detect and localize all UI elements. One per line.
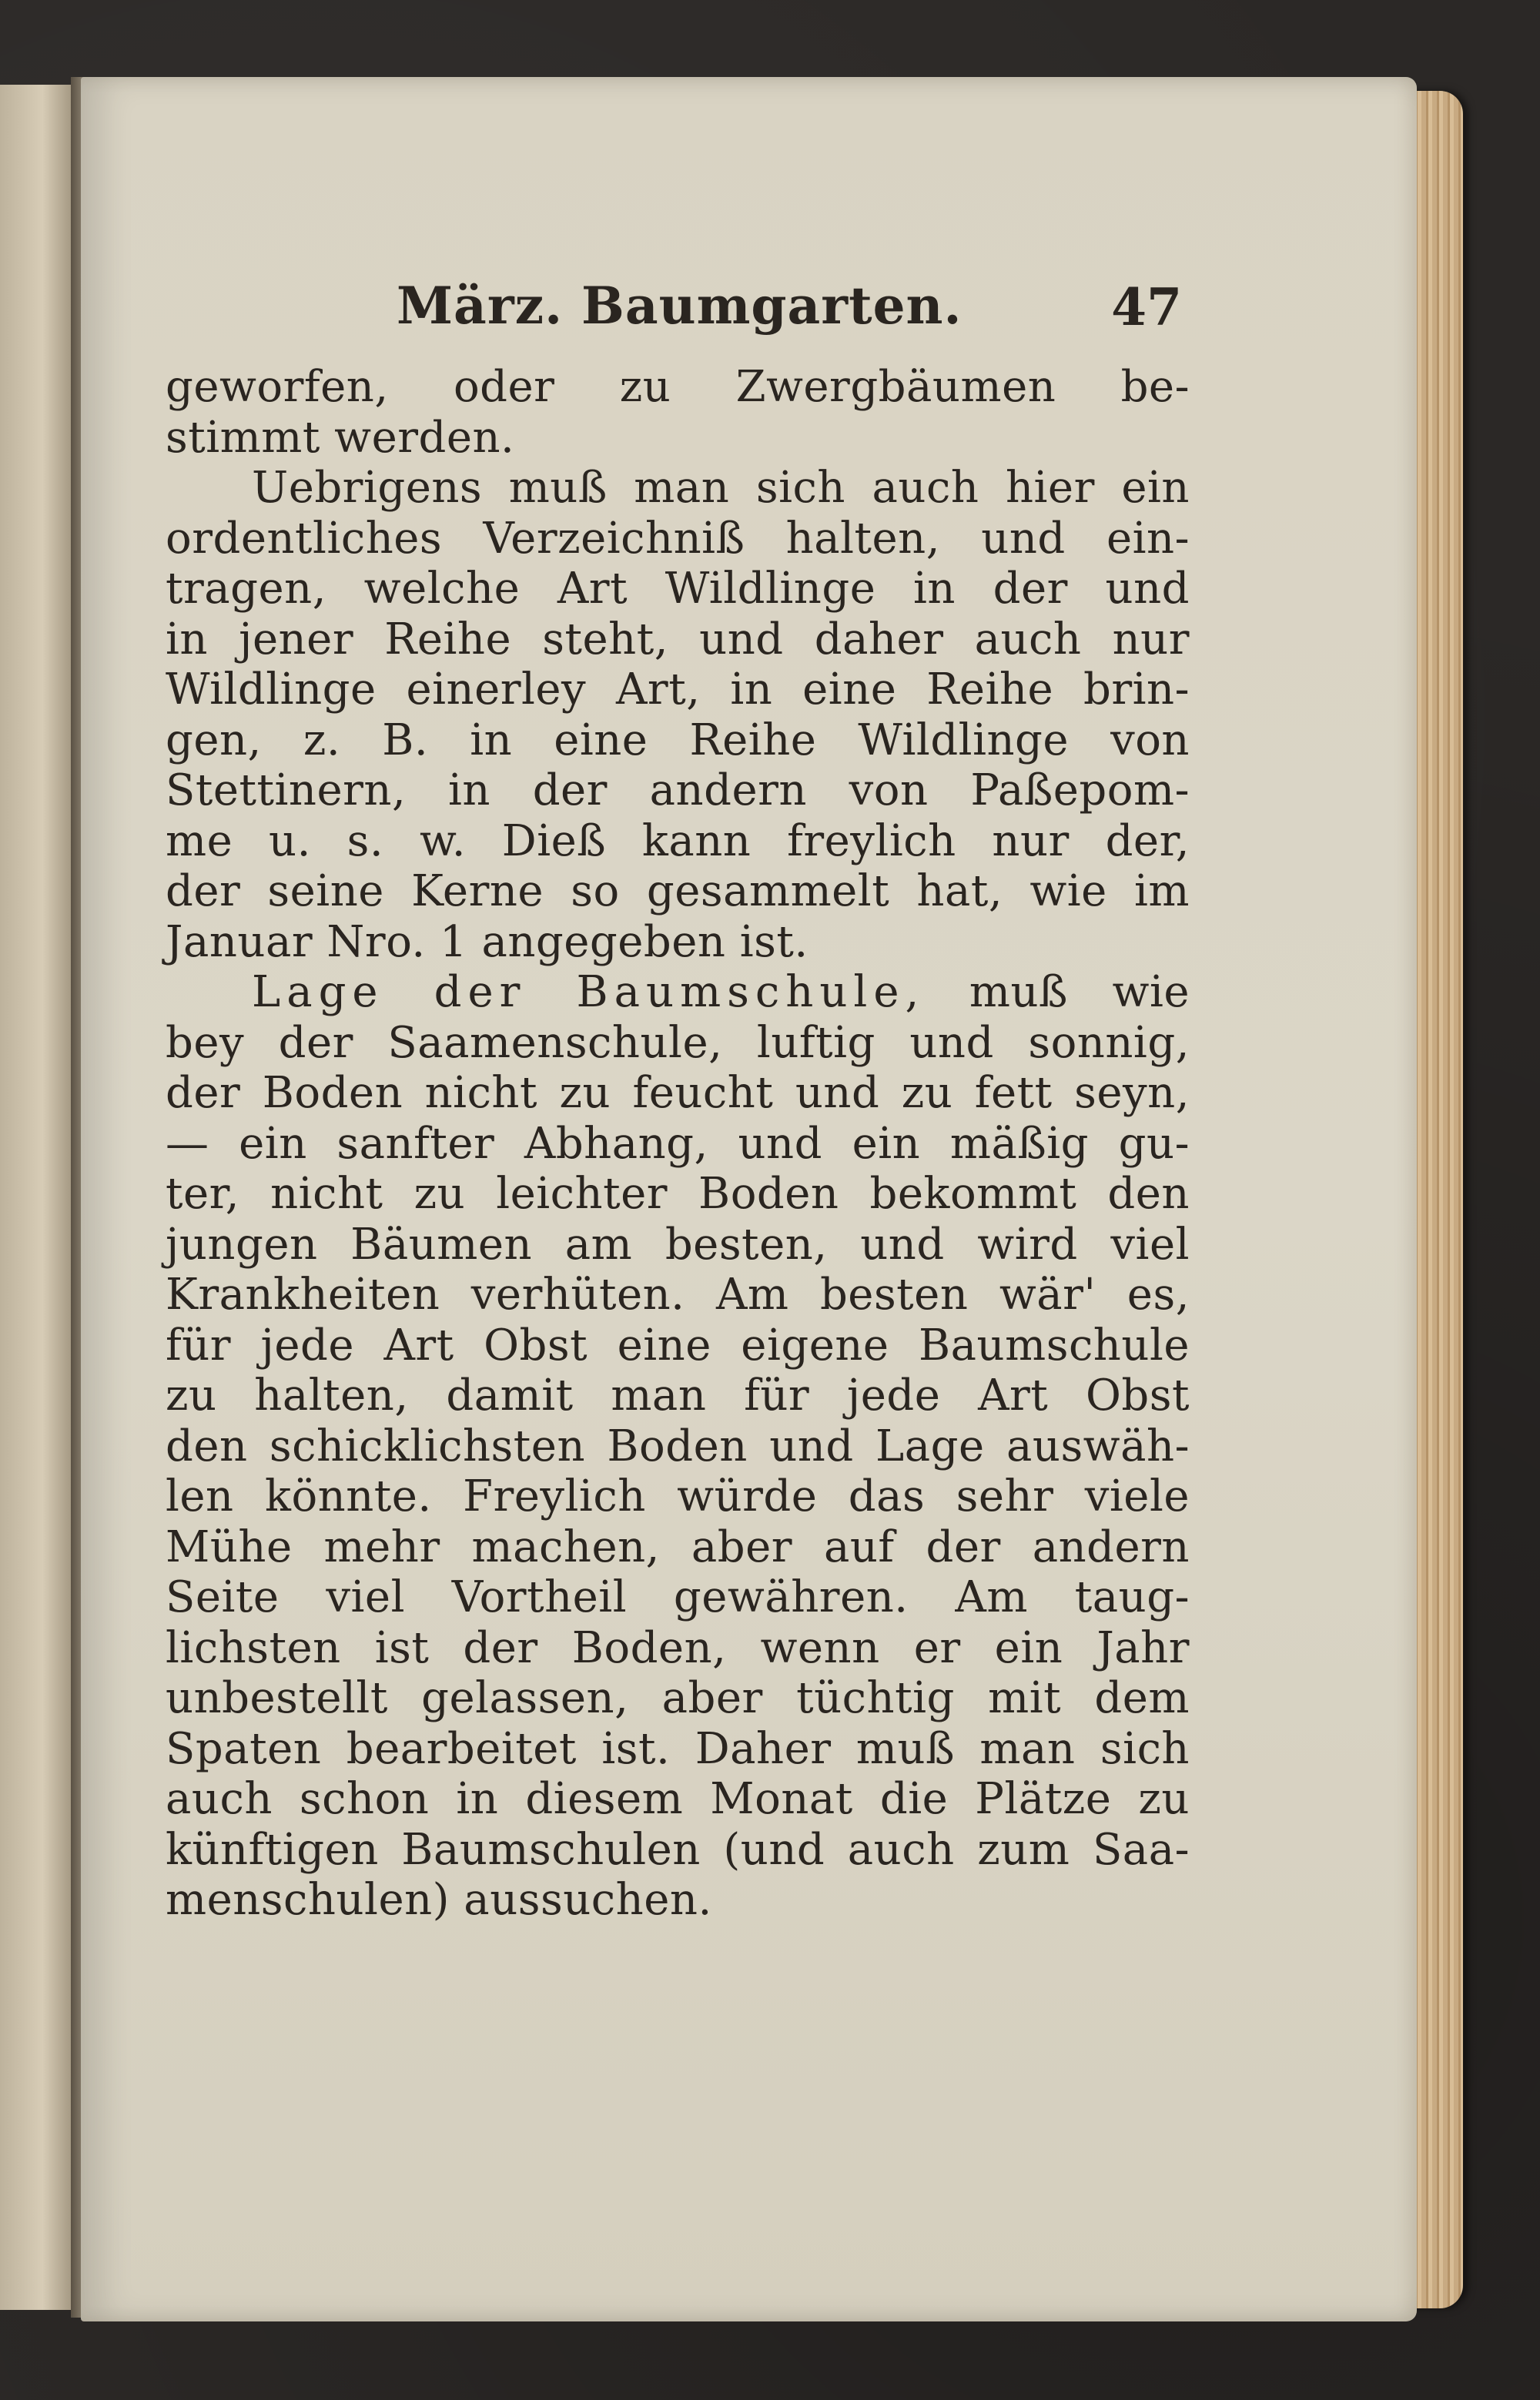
text-line: für jede Art Obst eine eigene Baumschule xyxy=(166,1320,1190,1371)
text-line: Seite viel Vortheil gewähren. Am taug- xyxy=(166,1572,1190,1622)
text-line: ter, nicht zu leichter Boden bekommt den xyxy=(166,1169,1190,1219)
page-text-block xyxy=(166,269,1190,1926)
text-line: Stettinern, in der andern von Paßepom- xyxy=(166,765,1190,815)
text-line: den schicklichsten Boden und Lage auswäh- xyxy=(166,1421,1190,1471)
running-head xyxy=(166,269,1190,362)
text-line: Krankheiten verhüten. Am besten wär' es, xyxy=(166,1270,1190,1320)
running-head-title: März. Baumgarten. xyxy=(397,276,962,336)
text-line: der Boden nicht zu feucht und zu fett seyn, xyxy=(166,1068,1190,1118)
text-line: stimmt werden. xyxy=(166,412,515,463)
text-line: Mühe mehr machen, aber auf der andern xyxy=(166,1521,1190,1572)
paragraph-2 xyxy=(166,967,1190,1926)
text-line: der seine Kerne so gesammelt hat, wie im xyxy=(166,866,1190,916)
text-line: Januar Nro. 1 angegeben ist. xyxy=(166,916,808,967)
text-line: auch schon in diesem Monat die Plätze zu xyxy=(166,1774,1190,1824)
text-line: me u. s. w. Dieß kann freylich nur der, xyxy=(166,815,1190,866)
text-line: Wildlinge einerley Art, in eine Reihe brin- xyxy=(166,664,1190,715)
text-line: künftigen Baumschulen (und auch zum Saa- xyxy=(166,1824,1190,1875)
text-line: tragen, welche Art Wildlinge in der und xyxy=(166,564,1190,614)
text-line: ordentliches Verzeichniß halten, und ein- xyxy=(166,513,1190,564)
text-line: unbestellt gelassen, aber tüchtig mit dem xyxy=(166,1673,1190,1723)
text-line: — ein sanfter Abhang, und ein mäßig gu- xyxy=(166,1118,1190,1169)
section-heading: Lage der Baumschule, xyxy=(252,967,926,1017)
text-line: lichsten ist der Boden, wenn er ein Jahr xyxy=(166,1622,1190,1673)
page-number: 47 xyxy=(1111,277,1182,337)
text-line: geworfen, oder zu Zwergbäumen be- xyxy=(166,362,1190,412)
left-page-edge xyxy=(0,85,73,2310)
text-line: bey der Saamenschule, luftig und sonnig, xyxy=(166,1017,1190,1068)
text-line xyxy=(166,967,1190,1018)
text-line: Uebrigens muß man sich auch hier ein xyxy=(252,463,1190,513)
book-page xyxy=(81,77,1417,2321)
text-line: menschulen) aussuchen. xyxy=(166,1875,712,1925)
text-fragment: muß wie xyxy=(969,967,1190,1017)
text-line: zu halten, damit man für jede Art Obst xyxy=(166,1371,1190,1421)
text-line: jungen Bäumen am besten, und wird viel xyxy=(166,1219,1190,1270)
text-line: len könnte. Freylich würde das sehr viele xyxy=(166,1471,1190,1521)
text-line: Spaten bearbeitet ist. Daher muß man sich xyxy=(166,1723,1190,1774)
text-line: in jener Reihe steht, und daher auch nur xyxy=(166,614,1190,664)
text-line: gen, z. B. in eine Reihe Wildlinge von xyxy=(166,715,1190,765)
paragraph-1 xyxy=(166,362,1190,967)
